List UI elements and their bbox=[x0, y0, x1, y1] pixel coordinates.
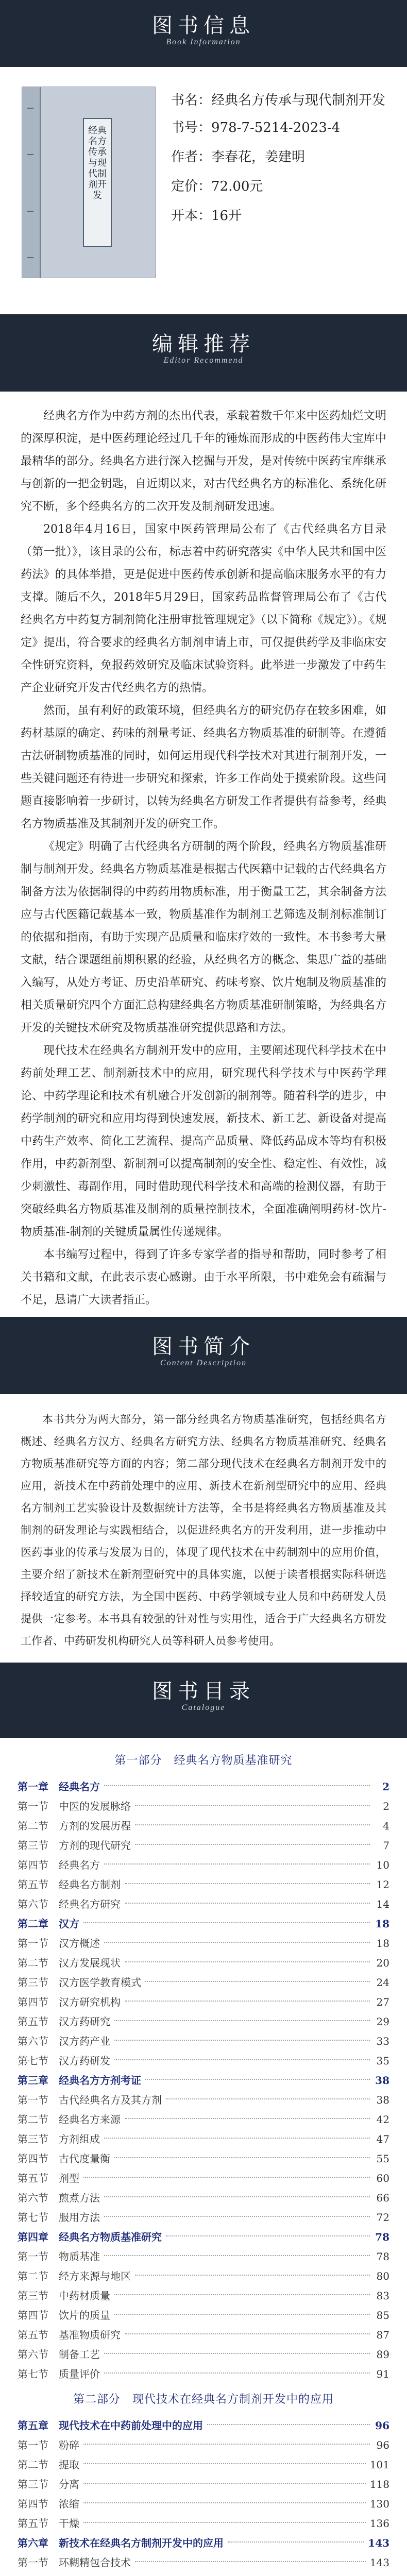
toc-page-number: 14 bbox=[376, 1898, 389, 1910]
book-name: 书名：经典名方传承与现代制剂开发 bbox=[171, 93, 386, 108]
toc-entry-label: 第五节 汉方药研究 bbox=[18, 2015, 110, 2028]
book-isbn: 书号：978-7-5214-2023-4 bbox=[171, 120, 341, 135]
toc-page-number: 130 bbox=[369, 2498, 389, 2510]
cover-stitch bbox=[27, 154, 33, 155]
toc-entry-label: 第四节 浓缩 bbox=[18, 2498, 79, 2510]
toc-section-row[interactable] bbox=[18, 1816, 389, 1836]
toc-leader-dots bbox=[135, 1844, 370, 1845]
toc-entry-label: 第一节 中医的发展脉络 bbox=[18, 1800, 131, 1812]
toc-entry-label: 第五节 基准物质研究 bbox=[18, 2329, 121, 2341]
toc-leader-dots bbox=[83, 2502, 366, 2503]
recommend-body bbox=[0, 392, 407, 1317]
book-meta bbox=[171, 88, 398, 231]
toc-section-row[interactable] bbox=[18, 2090, 389, 2110]
toc-section-row[interactable] bbox=[18, 2553, 389, 2572]
toc-page-number: 85 bbox=[376, 2309, 389, 2321]
toc-leader-dots bbox=[114, 2040, 370, 2041]
toc-page-number bbox=[370, 2572, 389, 2576]
toc-page-number: 60 bbox=[376, 2172, 389, 2184]
intro-paragraph: 本书共分为两大部分，第一部分经典名方物质基准研究，包括经典名方概述、经典名方汉方、经典名方研究方法、经典名方物质基准研究、经典名方物质基准研究等方面的内容；第二部分现代技术在经典名方制剂开发中的应用，新技术在中药前处理中的应用、新技术在新剂型研究中的应用、经典名方制剂工艺实验设计及数据统计方法等，全书是将经典名方物质基准及其制剂的研发理论与实践相结合，以促进经典名方的开发利用，进一步推动中医药事业的传承与发展为目的，体现了现代技术在中药制剂中的应用价值，主要介绍了新技术在新剂型研究中的具体实施，以便于读者根据实际科研选择较适宜的研究方法，为全国中医药、中药学领域专业人员和中药研发人员提供一定参考。本书具有较强的针对性与实用性，适合于广大经典名方研发工作者、中药研发机构研究人员等科研人员参考使用。 bbox=[21, 1413, 386, 1647]
table-of-contents bbox=[0, 1738, 407, 2576]
toc-entry-label: 第四节 饮片的质量 bbox=[18, 2309, 110, 2321]
book-info-section bbox=[0, 67, 407, 314]
toc-section-row[interactable] bbox=[18, 2129, 389, 2149]
toc-entry-label: 第一节 粉碎 bbox=[18, 2439, 79, 2451]
toc-section-row[interactable] bbox=[18, 2435, 389, 2455]
cover-stitch bbox=[27, 108, 33, 109]
toc-chapter-row[interactable] bbox=[18, 1914, 389, 1934]
toc-entry-label: 第三节 方剂组成 bbox=[18, 2133, 100, 2145]
toc-entry-label: 第四节 古代度量衡 bbox=[18, 2153, 110, 2165]
toc-section-row[interactable] bbox=[18, 2325, 389, 2345]
toc-entry-label: 第三节 汉方医学教育模式 bbox=[18, 1976, 141, 1989]
toc-leader-dots bbox=[104, 2372, 370, 2374]
toc-section-row[interactable] bbox=[18, 1934, 389, 1953]
toc-section-row[interactable] bbox=[18, 2012, 389, 2031]
toc-section-row[interactable] bbox=[18, 2188, 389, 2208]
recommend-title: 编辑推荐 bbox=[152, 332, 255, 356]
toc-page-number: 47 bbox=[376, 2133, 389, 2145]
toc-entry-label: 第一节 古代经典名方及其方剂 bbox=[18, 2094, 162, 2106]
toc-leader-dots bbox=[125, 2001, 370, 2002]
toc-leader-dots bbox=[207, 2424, 370, 2425]
toc-section-row[interactable] bbox=[18, 2364, 389, 2384]
toc-entry-label: 第四节 汉方研究机构 bbox=[18, 1996, 121, 2008]
toc-entry-label: 第二章 汉方 bbox=[18, 1918, 79, 1930]
toc-leader-dots bbox=[83, 1922, 370, 1923]
toc-entry-label: 第二节 经方来源与地区 bbox=[18, 2270, 131, 2282]
toc-leader-dots bbox=[125, 1961, 370, 1962]
cover-spine bbox=[22, 87, 41, 278]
toc-entry-label: 第四章 经典名方物质基准研究 bbox=[18, 2231, 162, 2243]
catalogue-banner bbox=[0, 1663, 407, 1738]
toc-entry-label: 第四节 经典名方 bbox=[18, 1859, 100, 1871]
toc-chapter-row[interactable] bbox=[18, 2071, 389, 2090]
toc-page-number: 78 bbox=[376, 2250, 389, 2263]
toc-chapter-row[interactable] bbox=[18, 1777, 389, 1797]
toc-page-number: 96 bbox=[375, 2419, 389, 2432]
toc-leader-dots bbox=[166, 2235, 370, 2236]
book-cover-image[interactable] bbox=[22, 87, 156, 278]
toc-page-number: 96 bbox=[376, 2439, 389, 2451]
toc-page-number: 143 bbox=[369, 2556, 389, 2569]
toc-entry-label: 第三节 中药材质量 bbox=[18, 2290, 110, 2302]
toc-leader-dots bbox=[114, 2314, 370, 2315]
book-format: 开本：16开 bbox=[171, 208, 242, 224]
toc-part2-list bbox=[18, 2416, 389, 2576]
toc-section-row[interactable] bbox=[18, 2494, 389, 2514]
toc-section-row[interactable] bbox=[18, 2208, 389, 2227]
catalogue-title: 图书目录 bbox=[152, 1680, 255, 1703]
recommend-banner bbox=[0, 314, 407, 392]
intro-subtitle: Content Description bbox=[160, 1359, 247, 1367]
toc-entry-label: 第一节 环糊精包合技术 bbox=[18, 2556, 131, 2569]
toc-section-row[interactable] bbox=[18, 2266, 389, 2286]
toc-page-number: 7 bbox=[383, 1839, 389, 1852]
toc-page-number: 91 bbox=[376, 2368, 389, 2380]
toc-section-row[interactable] bbox=[18, 2110, 389, 2129]
recommend-paragraph: 然而，虽有利好的政策环境，但经典名方的研究仍存在较多困难，如药材基原的确定、药味的剂量考证、经典名方物质基准的研制等。在遵循古法研制物质基准的同时，如何运用现代科学技术对其进行制剂开发，一些关键问题还有待进一步研究和探索，许多工作尚处于摸索阶段。这些问题直接影响着一步研讨，以转为经典名方研发工作者提供有益参考，经典名方物质基准及其制剂开发的研究工作。 bbox=[21, 704, 386, 831]
toc-leader-dots bbox=[83, 2463, 366, 2464]
toc-section-row[interactable] bbox=[18, 2149, 389, 2168]
cover-stitch bbox=[27, 211, 33, 212]
toc-page-number: 38 bbox=[375, 2074, 389, 2087]
book-author: 作者：李春花，姜建明 bbox=[171, 149, 306, 165]
toc-entry-label: 第六节 经典名方研究 bbox=[18, 1898, 121, 1910]
toc-entry-label: 第六节 制备工艺 bbox=[18, 2348, 100, 2361]
toc-leader-dots bbox=[104, 2138, 370, 2139]
toc-leader-dots bbox=[83, 2444, 370, 2445]
toc-leader-dots bbox=[104, 2255, 370, 2256]
toc-section-row[interactable] bbox=[18, 1875, 389, 1894]
recommend-paragraph: 2018年4月16日，国家中医药管理局公布了《古代经典名方目录（第一批）》，该目录的公布，标志着中药研究落实《中华人民共和国中医药法》的具体举措，更是促进中医药传承创新和提高临床服务水平的有力支撑。随后不久，2018年5月29日，国家药品监督管理局公布了《古代经典名方中药复方制剂简化注册审批管理规定》（以下简称《规定》）。《规定》提出，符合要求的经典名方制剂申请上市，可仅提供药学及非临床安全性研究资料，免报药效研究及临床试验资料。此举进一步激发了中药生产企业研究开发古代经典名方的热情。 bbox=[21, 523, 386, 694]
toc-entry-label: 第二节 方剂的发展历程 bbox=[18, 1820, 131, 1832]
toc-page-number: 80 bbox=[376, 2270, 389, 2282]
toc-section-row[interactable] bbox=[18, 2306, 389, 2325]
toc-section-row[interactable] bbox=[18, 1953, 389, 1973]
toc-leader-dots bbox=[125, 2333, 370, 2334]
book-price: 定价：72.00元 bbox=[171, 179, 263, 194]
toc-page-number: 33 bbox=[376, 2035, 389, 2047]
toc-section-row[interactable] bbox=[18, 2247, 389, 2266]
toc-page-number: 87 bbox=[376, 2329, 389, 2341]
toc-entry-label: 第六节 汉方药产业 bbox=[18, 2035, 110, 2047]
toc-entry-label: 第二节 经典名方来源 bbox=[18, 2113, 121, 2126]
toc-page-number: 136 bbox=[369, 2517, 389, 2530]
book-info-banner bbox=[0, 0, 407, 67]
toc-page-number: 20 bbox=[376, 1957, 389, 1969]
toc-leader-dots bbox=[104, 2196, 370, 2197]
toc-entry-label: 第七节 质量评价 bbox=[18, 2368, 100, 2380]
toc-entry-label: 第五节 干燥 bbox=[18, 2517, 79, 2530]
toc-section-row[interactable] bbox=[18, 2286, 389, 2306]
cover-title-label: 经典名方传承与现代制剂开发 bbox=[83, 118, 112, 247]
toc-leader-dots bbox=[135, 1805, 370, 1806]
toc-leader-dots bbox=[104, 1785, 370, 1786]
toc-leader-dots bbox=[104, 2216, 370, 2217]
toc-page-number: 72 bbox=[376, 2211, 389, 2224]
toc-chapter-row[interactable] bbox=[18, 2227, 389, 2247]
toc-section-row[interactable] bbox=[18, 1894, 389, 1914]
toc-section-row[interactable] bbox=[18, 2572, 389, 2576]
toc-page-number: 66 bbox=[376, 2192, 389, 2204]
toc-leader-dots bbox=[166, 2098, 370, 2099]
toc-page-number: 18 bbox=[376, 1937, 389, 1950]
recommend-paragraph: 经典名方作为中药方剂的杰出代表，承载着数千年来中医药灿烂文明的深厚积淀，是中医药理论经过几千年的锤炼而形成的中医药伟大宝库中最精华的部分。经典名方进行深入挖掘与开发，是对传统中医药宝库继承与创新的一把金钥匙，自近期以来，对古代经典名方的标准化、系统化研究不断，多个经典名方的二次开发及制剂研发迅速。 bbox=[21, 410, 386, 513]
toc-entry-label: 第七节 汉方药研发 bbox=[18, 2055, 110, 2067]
toc-entry-label: 第六章 新技术在经典名方制剂开发中的应用 bbox=[18, 2537, 224, 2549]
toc-leader-dots bbox=[104, 2353, 370, 2354]
toc-leader-dots bbox=[135, 2561, 366, 2562]
toc-page-number: 42 bbox=[376, 2113, 389, 2126]
toc-page-number: 118 bbox=[369, 2478, 389, 2490]
toc-part1-list bbox=[18, 1777, 389, 2384]
toc-section-row[interactable] bbox=[18, 1992, 389, 2012]
toc-section-row[interactable] bbox=[18, 2031, 389, 2051]
toc-leader-dots bbox=[125, 1883, 370, 1884]
toc-section-row[interactable] bbox=[18, 2168, 389, 2188]
toc-page-number: 2 bbox=[382, 1781, 389, 1793]
toc-leader-dots bbox=[145, 1981, 370, 1982]
toc-entry-label: 第五章 现代技术在中药前处理中的应用 bbox=[18, 2419, 203, 2432]
toc-section-row[interactable] bbox=[18, 1973, 389, 1992]
toc-leader-dots bbox=[145, 2079, 370, 2080]
toc-leader-dots bbox=[104, 1942, 370, 1943]
toc-leader-dots bbox=[125, 2118, 370, 2119]
toc-page-number: 12 bbox=[376, 1878, 389, 1891]
toc-entry-label: 第五节 剂型 bbox=[18, 2172, 79, 2184]
toc-entry-label: 第二节 提取 bbox=[18, 2459, 79, 2471]
toc-leader-dots bbox=[104, 1863, 370, 1865]
toc-page-number: 35 bbox=[376, 2055, 389, 2067]
toc-entry-label: 第二节 汉方发展现状 bbox=[18, 1957, 121, 1969]
recommend-paragraph: 本书编写过程中，得到了许多专家学者的指导和帮助，同时参考了相关书籍和文献，在此表示衷心感谢。由于水平所限，书中难免会有疏漏与不足，恳请广大读者指正。 bbox=[21, 1248, 386, 1307]
toc-section-row[interactable] bbox=[18, 2514, 389, 2533]
toc-entry-label: 第一节 汉方概述 bbox=[18, 1937, 100, 1950]
toc-entry-label: 第五节 经典名方制剂 bbox=[18, 1878, 121, 1891]
toc-leader-dots bbox=[83, 2522, 366, 2523]
toc-page-number: 27 bbox=[376, 1996, 389, 2008]
toc-leader-dots bbox=[114, 2059, 370, 2060]
toc-page-number: 4 bbox=[383, 1820, 389, 1832]
toc-leader-dots bbox=[114, 2157, 370, 2158]
toc-leader-dots bbox=[135, 2275, 370, 2276]
toc-page-number: 143 bbox=[368, 2537, 389, 2549]
toc-page-number: 78 bbox=[375, 2231, 389, 2243]
toc-leader-dots bbox=[125, 1903, 370, 1904]
toc-section-row[interactable] bbox=[18, 2345, 389, 2364]
toc-entry-label: 第七节 服用方法 bbox=[18, 2211, 100, 2224]
toc-page-number: 55 bbox=[376, 2153, 389, 2165]
toc-leader-dots bbox=[83, 2483, 366, 2484]
recommend-subtitle: Editor Recommend bbox=[163, 356, 244, 365]
toc-entry-label bbox=[18, 2572, 121, 2576]
toc-entry-label: 第三章 经典名方方剂考证 bbox=[18, 2074, 141, 2087]
intro-body bbox=[0, 1394, 407, 1663]
toc-entry-label: 第六节 煎煮方法 bbox=[18, 2192, 100, 2204]
toc-section-row[interactable] bbox=[18, 2475, 389, 2494]
toc-entry-label: 第一章 经典名方 bbox=[18, 1781, 100, 1793]
toc-section-row[interactable] bbox=[18, 2455, 389, 2475]
toc-page-number: 24 bbox=[376, 1976, 389, 1989]
toc-entry-label: 第一节 物质基准 bbox=[18, 2250, 100, 2263]
intro-title: 图书简介 bbox=[152, 1335, 255, 1359]
intro-banner bbox=[0, 1317, 407, 1394]
toc-part-heading: 第一部分 经典名方物质基准研究 bbox=[114, 1754, 293, 1767]
toc-leader-dots bbox=[114, 2020, 370, 2021]
toc-section-row[interactable] bbox=[18, 1855, 389, 1875]
recommend-paragraph: 现代技术在经典名方制剂开发中的应用，主要阐述现代科学技术在中药前处理工艺、制剂新技术中的应用，研究现代科学技术与中医药学理论、中药学理论和技术有机融合开发创新的制剂等。随着科学的进步，中药学制剂的研究和应用均得到快速发展，新技术、新工艺、新设备对提高中药生产效率、简化工艺流程、提高产品质量、降低药品成本等均有积极作用，中药新剂型、新制剂可以提高制剂的安全性、稳定性、有效性，减少刺激性、毒副作用，同时借助现代科学技术和高端的检测仪器，有助于突破经典名方物质基准及制剂的质量控制技术，全面准确阐明药材-饮片-物质基准-制剂的关键质量属性传递规律。 bbox=[21, 1044, 386, 1239]
toc-leader-dots bbox=[228, 2541, 364, 2543]
toc-page-number: 29 bbox=[376, 2015, 389, 2028]
toc-leader-dots bbox=[135, 1824, 370, 1825]
toc-page-number: 2 bbox=[383, 1800, 389, 1812]
toc-leader-dots bbox=[114, 2294, 370, 2295]
toc-part-heading: 第二部分 现代技术在经典名方制剂开发中的应用 bbox=[73, 2393, 334, 2406]
toc-chapter-row[interactable] bbox=[18, 2416, 389, 2435]
cover-stitch bbox=[27, 257, 33, 258]
toc-entry-label: 第三节 分离 bbox=[18, 2478, 79, 2490]
toc-section-row[interactable] bbox=[18, 2051, 389, 2071]
toc-page-number: 89 bbox=[376, 2348, 389, 2361]
toc-leader-dots bbox=[83, 2177, 370, 2178]
toc-page-number: 101 bbox=[369, 2459, 389, 2471]
toc-page-number: 83 bbox=[376, 2290, 389, 2302]
toc-chapter-row[interactable] bbox=[18, 2533, 389, 2553]
toc-page-number: 10 bbox=[376, 1859, 389, 1871]
recommend-paragraph: 《规定》明确了古代经典名方研制的两个阶段，经典名方物质基准研制与制剂开发。经典名方物质基准是根据古代医籍中记载的古代经典名方制备方法为依据制得的中药药用物质标准，用于衡量工艺，其余制备方法应与古代医籍记载基本一致，物质基准作为制剂工艺筛选及制剂标准制订的依据和指南，有助于实现产品质量和临床疗效的一致性。本书参考大量文献，结合课题组前期积累的经验，从经典名方的概念、集思广益的基础入编写，从处方考证、历史沿革研究、药味考察、饮片炮制及物质基准的相关质量研究四个方面汇总构建经典名方物质基准研制策略，为经典名方开发的关键技术研究及物质基准研究提供思路和方法。 bbox=[21, 840, 386, 1035]
toc-entry-label: 第三节 方剂的现代研究 bbox=[18, 1839, 131, 1852]
catalogue-subtitle: Catalogue bbox=[181, 1703, 226, 1712]
book-info-title: 图书信息 bbox=[152, 14, 255, 38]
toc-page-number: 38 bbox=[376, 2094, 389, 2106]
book-info-subtitle: Book Information bbox=[166, 38, 241, 46]
toc-section-row[interactable] bbox=[18, 1797, 389, 1816]
toc-section-row[interactable] bbox=[18, 1836, 389, 1855]
toc-page-number: 18 bbox=[375, 1918, 389, 1930]
